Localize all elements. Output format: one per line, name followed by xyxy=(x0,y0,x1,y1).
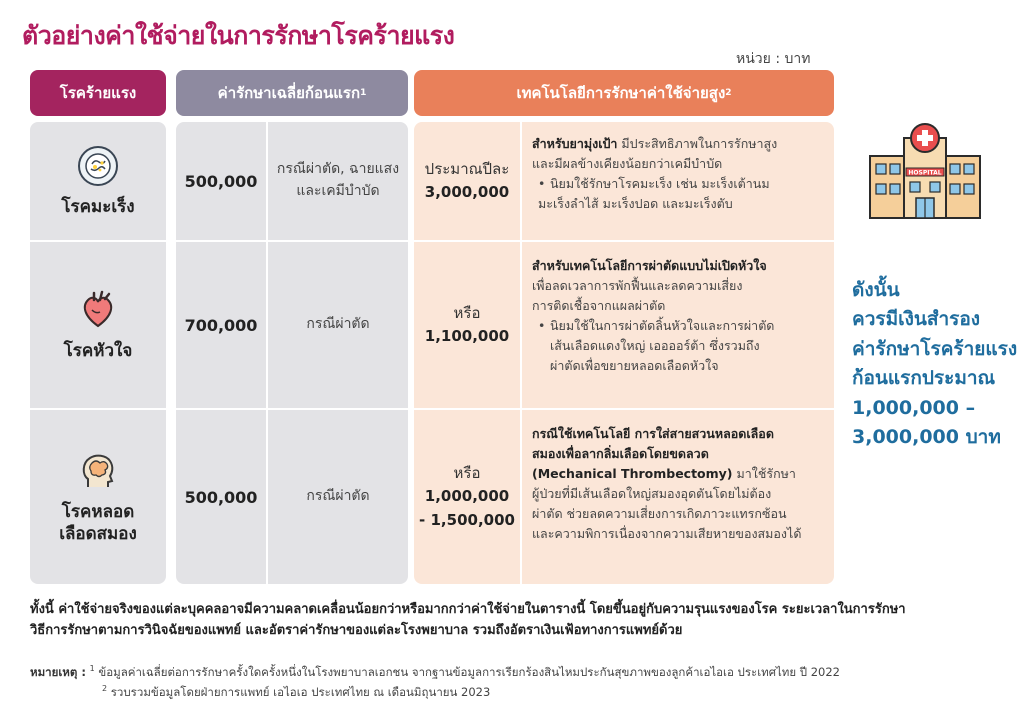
tech-description xyxy=(532,134,828,214)
heart-icon xyxy=(76,288,120,332)
disease-name: โรคมะเร็ง xyxy=(61,196,135,217)
summary-amount: 3,000,000 บาท xyxy=(852,426,1001,449)
tech-cost-value: 1,000,000 xyxy=(424,487,510,506)
bullet-text: นิยมใช้ในการผ่าตัดลิ้นหัวใจและการผ่าตัด xyxy=(550,318,775,333)
summary-callout xyxy=(852,276,1017,453)
avg-cost-value: 700,000 xyxy=(184,315,258,335)
desc-text: การติดเชื้อจากแผลผ่าตัด xyxy=(532,298,666,313)
desc-text: มีประสิทธิภาพในการรักษาสูง xyxy=(617,136,778,151)
footnote-marker: 2 xyxy=(102,683,108,693)
header-disease-label: โรคร้ายแรง xyxy=(59,84,137,102)
column-divider xyxy=(520,122,522,584)
desc-bold: สำหรับเทคโนโลยีการผ่าตัดแบบไม่เปิดหัวใจ xyxy=(532,258,767,273)
desc-bold: กรณีใช้เทคโนโลยี การใส่สายสวนหลอดเลือด xyxy=(532,426,774,441)
disease-name-line2: เลือดสมอง xyxy=(59,524,137,544)
treatment-type: กรณีผ่าตัด xyxy=(306,316,370,333)
bullet-icon: • xyxy=(538,176,546,191)
desc-bold: (Mechanical Thrombectomy) xyxy=(532,466,733,481)
disclaimer-line: วิธีการรักษาตามการวินิจฉัยของแพทย์ และอัตราค่ารักษาของแต่ละโรงพยาบาล รวมถึงอัตราเงินเฟ้อทางการแพทย์ด้วย xyxy=(30,622,683,638)
tech-cost-prefix: หรือ xyxy=(453,303,481,322)
desc-text: เพื่อลดเวลาการพักฟื้นและลดความเสี่ยง xyxy=(532,278,743,293)
disease-name: โรคหลอด xyxy=(61,501,135,522)
tech-description xyxy=(532,424,828,544)
disease-heart xyxy=(30,242,166,408)
disclaimer-line: ทั้งนี้ ค่าใช้จ่ายจริงของแต่ละบุคคลอาจมีความคลาดเคลื่อนน้อยกว่าหรือมากกว่าค่าใช้จ่ายในตารางนี้ โดยขึ้นอยู่กับความรุนแรงของโรค ระยะเวลาในการรักษา xyxy=(30,602,906,617)
summary-line: ก้อนแรกประมาณ xyxy=(852,367,996,390)
bullet-text: มะเร็งลำไส้ มะเร็งปอด และมะเร็งตับ xyxy=(538,196,733,211)
footnote-ref-2: 2 xyxy=(725,88,732,98)
unit-label: หน่วย : บาท xyxy=(736,51,811,67)
desc-text: มาใช้รักษา xyxy=(732,466,796,481)
desc-text: และความพิการเนื่องจากความเสียหายของสมองได้ xyxy=(532,526,802,541)
summary-amount: 1,000,000 – xyxy=(852,396,976,419)
disclaimer xyxy=(30,600,1010,642)
avg-cost-value: 500,000 xyxy=(184,487,258,507)
treatment-line: กรณีผ่าตัด, ฉายแสง xyxy=(276,161,400,178)
bullet-icon: • xyxy=(538,318,546,333)
summary-line: ค่ารักษาโรคร้ายแรง xyxy=(852,337,1018,360)
tech-cost xyxy=(414,122,520,240)
desc-text: ผ่าตัด ช่วยลดความเสี่ยงการเกิดภาวะแทรกซ้อน xyxy=(532,506,787,521)
treatment-line: และเคมีบำบัด xyxy=(296,183,380,199)
hospital-building-icon xyxy=(866,122,984,222)
summary-line: ควรมีเงินสำรอง xyxy=(852,308,981,331)
desc-text: ผู้ป่วยที่มีเส้นเลือดใหญ่สมองอุดตันโดยไม่ต้อง xyxy=(532,486,772,501)
footnotes xyxy=(30,662,1010,702)
disease-stroke xyxy=(30,410,166,584)
header-disease xyxy=(30,70,166,116)
summary-line: ดังนั้น xyxy=(852,279,900,301)
footnote-text: รวบรวมข้อมูลโดยฝ่ายการแพทย์ เอไอเอ ประเทศไทย ณ เดือนมิถุนายน 2023 xyxy=(110,684,491,699)
bullet-text: เส้นเลือดแดงใหญ่ เออออร์ต้า ซึ่งรวมถึง xyxy=(550,338,760,353)
avg-cost-value: 500,000 xyxy=(184,171,258,191)
tech-cost-value: 1,100,000 xyxy=(424,327,510,345)
footnotes-label: หมายเหตุ : xyxy=(30,664,86,679)
treatment-type xyxy=(268,122,408,240)
hospital-label: HOSPITAL xyxy=(908,169,942,177)
page-title: ตัวอย่างค่าใช้จ่ายในการรักษาโรคร้ายแรง xyxy=(22,21,455,50)
tech-cost-prefix: ประมาณปีละ xyxy=(424,159,510,178)
tech-cost-value: 3,000,000 xyxy=(424,183,510,201)
desc-text: และมีผลข้างเคียงน้อยกว่าเคมีบำบัด xyxy=(532,156,723,171)
footnote-text: ข้อมูลค่าเฉลี่ยต่อการรักษาครั้งใดครั้งหนึ่งในโรงพยาบาลเอกชน จากฐานข้อมูลการเรียกร้องสินไหมประกันสุขภาพของลูกค้าเอไอเอ ประเทศไทย ปี 2022 xyxy=(98,664,840,679)
bullet-text: ผ่าตัดเพื่อขยายหลอดเลือดหัวใจ xyxy=(550,358,719,373)
footnote-ref-1: 1 xyxy=(360,88,367,98)
brain-icon xyxy=(76,449,120,493)
header-avg-cost xyxy=(176,70,408,116)
footnote-marker: 1 xyxy=(89,664,95,673)
header-tech-cost-label: เทคโนโลยีการรักษาค่าใช้จ่ายสูง xyxy=(516,84,726,102)
header-avg-cost-label: ค่ารักษาเฉลี่ยก้อนแรก xyxy=(217,84,361,102)
disease-name: โรคหัวใจ xyxy=(63,340,133,361)
tech-description xyxy=(532,256,828,376)
desc-bold: สำหรับยามุ่งเป้า xyxy=(532,136,618,151)
disease-cancer xyxy=(30,122,166,240)
cancer-cell-icon xyxy=(76,144,120,188)
header-tech-cost xyxy=(414,70,834,116)
tech-cost-value: - 1,500,000 xyxy=(419,510,515,529)
treatment-type: กรณีผ่าตัด xyxy=(306,488,370,505)
tech-cost-prefix: หรือ xyxy=(453,464,481,483)
desc-bold: สมองเพื่อลากลิ่มเลือดโดยขดลวด xyxy=(532,446,709,461)
bullet-text: นิยมใช้รักษาโรคมะเร็ง เช่น มะเร็งเต้านม xyxy=(550,176,770,191)
tech-cost xyxy=(414,410,520,584)
tech-cost xyxy=(414,242,520,408)
